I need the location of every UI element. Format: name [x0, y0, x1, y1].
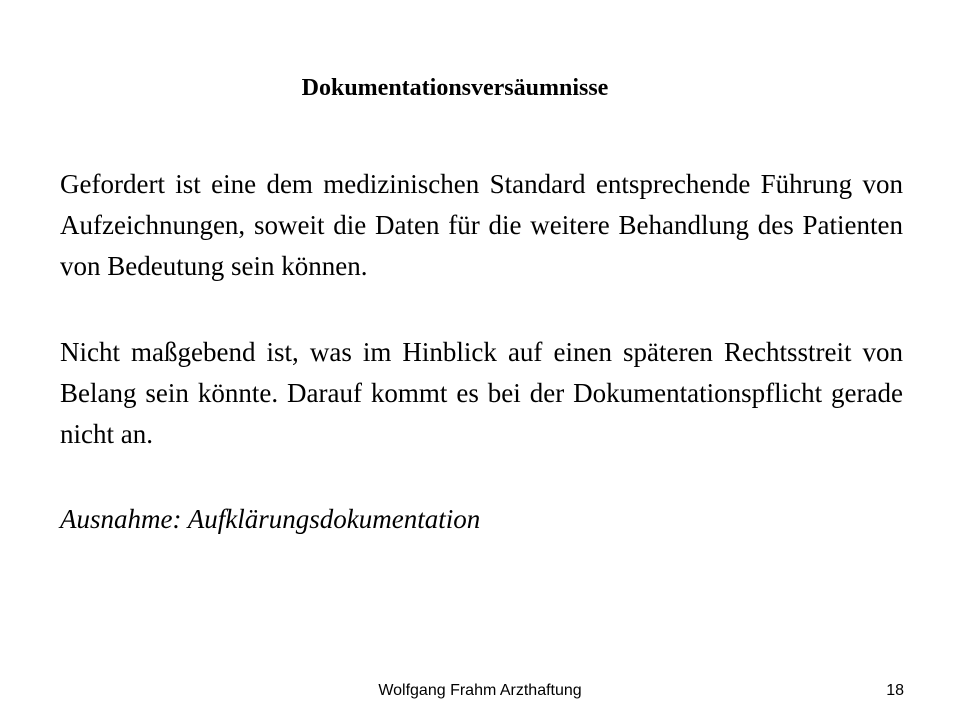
exception-note: Ausnahme: Aufklärungsdokumentation — [60, 504, 481, 534]
paragraph-litigation-irrelevance: Nicht maßgebend ist, was im Hinblick auf einen späteren Rechtsstreit von Belang sein könnte. Darauf kommt es bei der Dokumentationspflicht gerade nicht an. — [60, 337, 903, 449]
footer-text: Wolfgang Frahm Arzthaftung — [378, 682, 582, 699]
paragraph-documentation-requirement: Gefordert ist eine dem medizinischen Standard entsprechende Führung von Aufzeichnungen, soweit die Daten für die weitere Behandlung des Patienten von Bedeutung sein können. — [60, 169, 903, 281]
page-number: 18 — [886, 682, 904, 699]
slide-title: Dokumentationsversäumnisse — [301, 75, 609, 101]
